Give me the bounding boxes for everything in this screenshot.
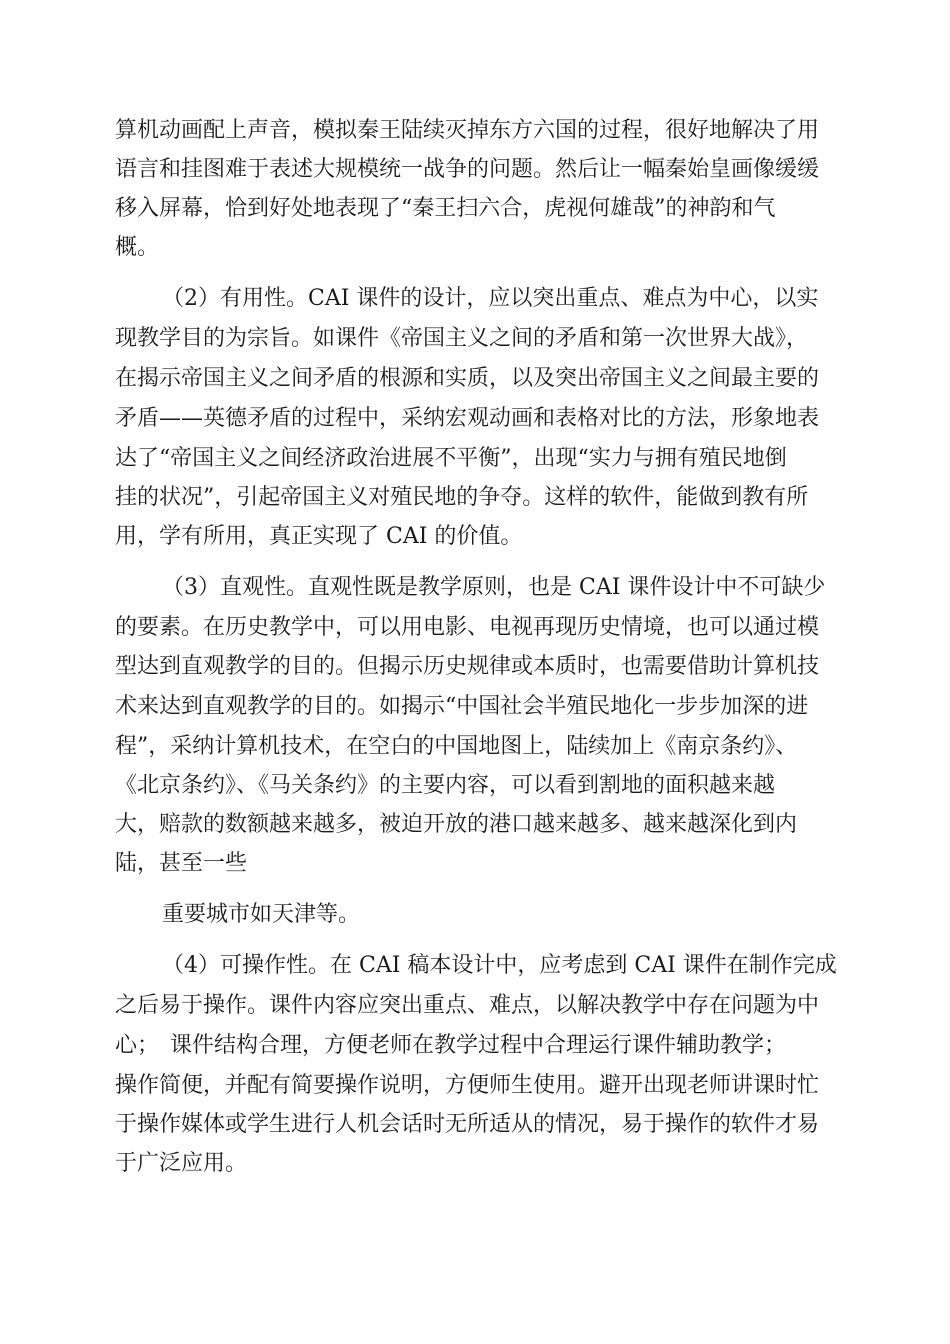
text-line: 挂的状况”，引起帝国主义对殖民地的争夺。这样的软件，能做到教有所	[115, 485, 809, 510]
text-line: 重要城市如天津等。	[162, 902, 361, 927]
text-line: （4）可操作性。在 CAI 稿本设计中，应考虑到 CAI 课件在制作完成	[162, 953, 837, 978]
text-line: （3）直观性。直观性既是教学原则，也是 CAI 课件设计中不可缺少	[162, 575, 826, 600]
text-line: 算机动画配上声音，模拟秦王陆续灭掉东方六国的过程，很好地解决了用	[115, 118, 820, 143]
text-line: 于操作媒体或学生进行人机会话时无所适从的情况，易于操作的软件才易	[115, 1112, 820, 1137]
text-line: 操作简便，并配有简要操作说明，方便师生使用。避开出现老师讲课时忙	[115, 1073, 820, 1098]
text-line: 《北京条约》、《马关条约》的主要内容，可以看到割地的面积越来越	[115, 773, 776, 798]
text-line: 语言和挂图难于表述大规模统一战争的问题。然后让一幅秦始皇画像缓缓	[115, 157, 820, 182]
text-line: 大，赔款的数额越来越多，被迫开放的港口越来越多、越来越深化到内	[115, 812, 798, 837]
text-line: （2）有用性。CAI 课件的设计，应以突出重点、难点为中心，以实	[162, 286, 819, 311]
text-line: 陆，甚至一些	[115, 851, 248, 876]
text-line: 移入屏幕，恰到好处地表现了“秦王扫六合，虎视何雄哉”的神韵和气	[115, 196, 776, 221]
text-line: 现教学目的为宗旨。如课件《帝国主义之间的矛盾和第一次世界大战》，	[115, 326, 809, 351]
text-line: 术来达到直观教学的目的。如揭示“中国社会半殖民地化一步步加深的进	[115, 694, 809, 719]
text-line: 心； 课件结构合理，方便老师在教学过程中合理运行课件辅助教学；	[115, 1033, 787, 1058]
text-line: 程”，采纳计算机技术，在空白的中国地图上，陆续加上《南京条约》、	[115, 734, 798, 759]
text-line: 矛盾——英德矛盾的过程中，采纳宏观动画和表格对比的方法，形象地表	[115, 406, 820, 431]
text-line: 概。	[115, 235, 160, 260]
text-line: 用，学有所用，真正实现了 CAI 的价值。	[115, 524, 523, 549]
text-line: 达了“帝国主义之间经济政治进展不平衡”，出现“实力与拥有殖民地倒	[115, 446, 787, 471]
text-line: 型达到直观教学的目的。但揭示历史规律或本质时，也需要借助计算机技	[115, 654, 820, 679]
text-line: 的要素。在历史教学中，可以用电影、电视再现历史情境，也可以通过模	[115, 615, 820, 640]
text-line: 于广泛应用。	[115, 1151, 248, 1176]
text-line: 之后易于操作。课件内容应突出重点、难点，以解决教学中存在问题为中	[115, 993, 820, 1018]
text-line: 在揭示帝国主义之间矛盾的根源和实质，以及突出帝国主义之间最主要的	[115, 366, 820, 391]
